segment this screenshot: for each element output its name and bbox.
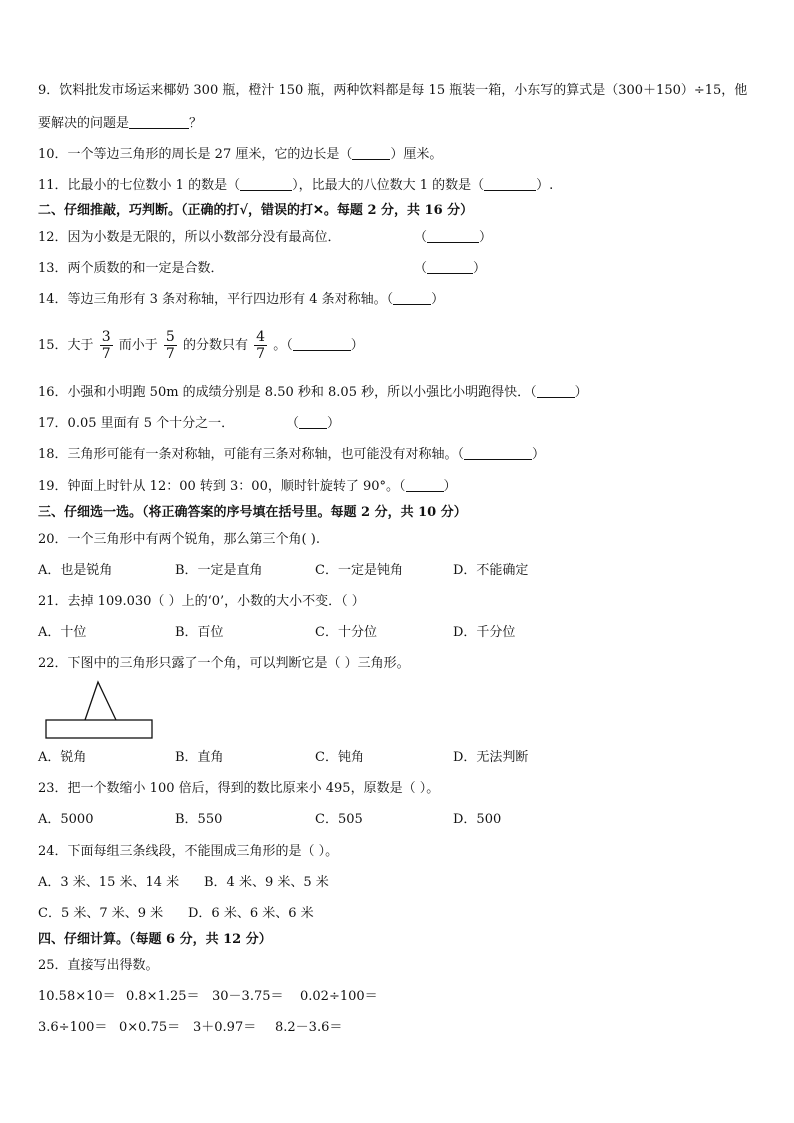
q24-option-d[interactable]: D．6 米、6 米、6 米 [188, 906, 314, 921]
q21-option-b[interactable]: B．百位 [175, 625, 224, 640]
question-13-text: 13．两个质数的和一定是合数． [38, 261, 224, 276]
triangle-corner [85, 682, 116, 720]
question-25-stem: 25．直接写出得数。 [38, 958, 159, 973]
close-paren: ） [479, 230, 493, 245]
answer-blank[interactable] [393, 292, 431, 305]
calc-item[interactable]: 0.8×1.25＝ [126, 989, 200, 1004]
q22-option-b[interactable]: B．直角 [175, 750, 224, 765]
calc-item[interactable]: 3.6÷100＝ [38, 1020, 108, 1035]
question-9-line-2 [38, 116, 202, 132]
question-14-text: 14．等边三角形有 3 条对称轴，平行四边形有 4 条对称轴。（ [38, 292, 394, 307]
close-paren: ） [532, 447, 546, 462]
numerator: 3 [101, 329, 111, 345]
question-13-answer [414, 261, 486, 277]
q20-option-b[interactable]: B．一定是直角 [175, 563, 263, 578]
close-paren: ） [443, 479, 457, 494]
q23-option-a[interactable]: A．5000 [38, 812, 94, 827]
calc-item[interactable]: 10.58×10＝ [38, 989, 116, 1004]
q21-option-d[interactable]: D．千分位 [453, 625, 516, 640]
question-17-text: 17．0.05 里面有 5 个十分之一． [38, 416, 235, 431]
q23-option-d[interactable]: D．500 [453, 812, 502, 827]
question-18-text: 18．三角形可能有一条对称轴，可能有三条对称轴，也可能没有对称轴。（ [38, 447, 465, 462]
question-11-suffix: ）. [536, 178, 554, 193]
answer-blank[interactable] [129, 116, 189, 129]
question-22-stem: 22．下图中的三角形只露了一个角，可以判断它是（ ）三角形。 [38, 656, 410, 671]
calc-item[interactable]: 0.02÷100＝ [300, 989, 378, 1004]
q23-option-b[interactable]: B．550 [175, 812, 223, 827]
question-21-stem: 21．去掉 109.030（ ）上的‘0’，小数的大小不变．（ ） [38, 594, 365, 609]
question-11 [38, 178, 553, 194]
denominator: 7 [165, 346, 175, 362]
close-paren: ） [473, 261, 487, 276]
close-paren: ） [574, 385, 588, 400]
question-15-text: 15．大于 [38, 338, 94, 353]
calc-item[interactable]: 3＋0.97＝ [193, 1020, 257, 1035]
question-10-text: 10．一个等边三角形的周长是 27 厘米，它的边长是（ [38, 147, 353, 162]
calc-item[interactable]: 8.2－3.6＝ [275, 1020, 343, 1035]
question-10 [38, 147, 442, 163]
question-15-mid: 而小于 [118, 338, 158, 353]
answer-blank[interactable] [406, 479, 444, 492]
question-18 [38, 447, 545, 463]
question-23-stem: 23．把一个数缩小 100 倍后，得到的数比原来小 495，原数是（ ）。 [38, 781, 440, 796]
open-paren: （ [286, 416, 300, 431]
question-20-stem: 20．一个三角形中有两个锐角，那么第三个角( ). [38, 532, 320, 547]
numerator: 4 [256, 329, 266, 345]
section-2-heading: 二、仔细推敲，巧判断。（正确的打√，错误的打✕。每题 2 分，共 16 分） [38, 203, 474, 218]
question-10-suffix: ）厘米。 [390, 147, 443, 162]
answer-blank[interactable] [427, 230, 479, 243]
section-4-heading: 四、仔细计算。（每题 6 分，共 12 分） [38, 932, 272, 947]
question-mark: ？ [189, 116, 203, 131]
q22-option-c[interactable]: C．钝角 [315, 750, 364, 765]
answer-blank[interactable] [537, 385, 575, 398]
section-3-heading: 三、仔细选一选。（将正确答案的序号填在括号里。每题 2 分，共 10 分） [38, 505, 467, 520]
open-paren: （ [414, 261, 428, 276]
answer-blank[interactable] [352, 147, 390, 160]
close-paren: ） [350, 338, 364, 353]
calc-item[interactable]: 0×0.75＝ [119, 1020, 181, 1035]
q22-option-d[interactable]: D．无法判断 [453, 750, 529, 765]
question-12-text: 12．因为小数是无限的，所以小数部分没有最高位． [38, 230, 341, 245]
numerator: 5 [165, 329, 175, 345]
question-24-stem: 24．下面每组三条线段，不能围成三角形的是（ ）。 [38, 844, 339, 859]
fraction-3-7 [100, 329, 113, 362]
covering-rectangle [46, 720, 152, 738]
question-19-text: 19．钟面上时针从 12：00 转到 3：00，顺时针旋转了 90°。（ [38, 479, 406, 494]
q20-option-d[interactable]: D．不能确定 [453, 563, 529, 578]
question-14 [38, 292, 444, 308]
answer-blank[interactable] [484, 178, 536, 191]
denominator: 7 [101, 346, 111, 362]
question-15-mid2: 的分数只有 [182, 338, 248, 353]
question-15-suffix: 。（ [273, 338, 293, 353]
q24-option-c[interactable]: C．5 米、7 米、9 米 [38, 906, 164, 921]
question-15 [38, 326, 364, 366]
q22-option-a[interactable]: A．锐角 [38, 750, 87, 765]
q20-option-a[interactable]: A．也是锐角 [38, 563, 113, 578]
q21-option-a[interactable]: A．十位 [38, 625, 87, 640]
fraction-5-7 [164, 329, 177, 362]
denominator: 7 [256, 346, 266, 362]
answer-blank[interactable] [299, 416, 327, 429]
question-17-answer [286, 416, 340, 432]
question-19 [38, 479, 457, 495]
answer-blank[interactable] [240, 178, 292, 191]
question-9-text: 要解决的问题是 [38, 116, 130, 131]
question-9-line-1: 9．饮料批发市场运来椰奶 300 瓶，橙汁 150 瓶，两种饮料都是每 15 瓶装一箱，小东写的算式是（300＋150）÷15，他 [38, 83, 748, 98]
close-paren: ） [431, 292, 445, 307]
q23-option-c[interactable]: C．505 [315, 812, 363, 827]
fraction-4-7 [254, 329, 267, 362]
calc-item[interactable]: 30－3.75＝ [212, 989, 284, 1004]
q20-option-c[interactable]: C．一定是钝角 [315, 563, 403, 578]
open-paren: （ [414, 230, 428, 245]
partially-hidden-triangle-figure [40, 678, 160, 744]
q24-option-b[interactable]: B．4 米、9 米、5 米 [204, 875, 329, 890]
close-paren: ） [327, 416, 341, 431]
answer-blank[interactable] [427, 261, 473, 274]
question-11-text: 11．比最小的七位数小 1 的数是（ [38, 178, 241, 193]
question-16-text: 16．小强和小明跑 50m 的成绩分别是 8.50 秒和 8.05 秒，所以小强比小明跑得快．（ [38, 385, 537, 400]
question-11-mid: ），比最大的八位数大 1 的数是（ [292, 178, 485, 193]
question-12-answer [414, 230, 492, 246]
question-16 [38, 385, 588, 401]
q21-option-c[interactable]: C．十分位 [315, 625, 377, 640]
answer-blank[interactable] [293, 338, 351, 351]
answer-blank[interactable] [464, 447, 532, 460]
q24-option-a[interactable]: A．3 米、15 米、14 米 [38, 875, 180, 890]
